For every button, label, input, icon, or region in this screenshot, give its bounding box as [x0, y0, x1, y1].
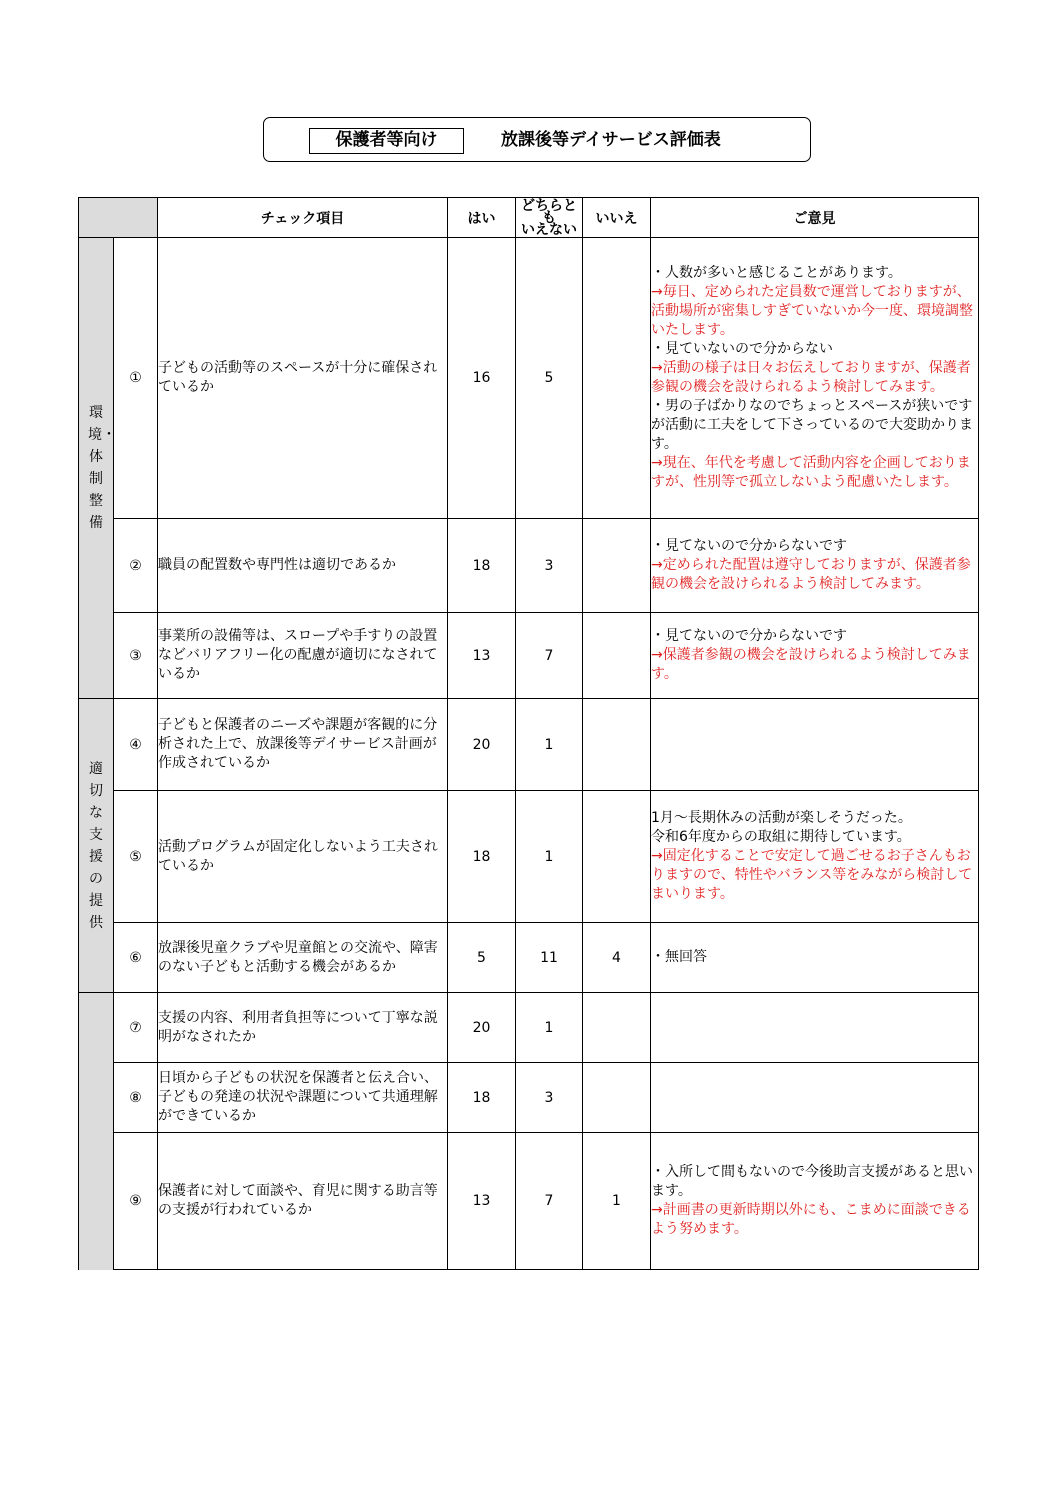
no-count: [583, 613, 651, 699]
table-row: [79, 1133, 979, 1270]
neither-count: 7: [516, 1133, 583, 1270]
table-row: [79, 791, 979, 923]
opinion-text: 1月～長期休みの活動が楽しそうだった。: [651, 810, 912, 826]
no-count: 4: [583, 923, 651, 993]
column-header-no: いいえ: [583, 198, 651, 238]
table-row: [79, 923, 979, 993]
check-item-text: 子どもの活動等のスペースが十分に確保されているか: [158, 238, 448, 519]
neither-count: 1: [516, 699, 583, 791]
item-number: ⑤: [114, 791, 158, 923]
column-header-check: チェック項目: [158, 198, 448, 238]
evaluation-table: [78, 197, 979, 1270]
opinion-cell: [651, 1063, 979, 1133]
header-blank-cell: [79, 198, 158, 238]
check-item-text: 子どもと保護者のニーズや課題が客観的に分析された上で、放課後等デイサービス計画が作成されているか: [158, 699, 448, 791]
response-text: →活動の様子は日々お伝えしておりますが、保護者参観の機会を設けられるよう検討してみます。: [651, 360, 971, 395]
title-box: [263, 117, 811, 162]
opinion-text: ・無回答: [651, 949, 707, 965]
yes-count: 13: [448, 613, 516, 699]
no-count: [583, 791, 651, 923]
no-count: 1: [583, 1133, 651, 1270]
check-item-text: 活動プログラムが固定化しないよう工夫されているか: [158, 791, 448, 923]
item-number: ⑥: [114, 923, 158, 993]
opinion-text: ・男の子ばかりなのでちょっとスペースが狭いですが活動に工夫をして下さっているので大変助かります。: [651, 398, 973, 452]
yes-count: 5: [448, 923, 516, 993]
yes-count: 13: [448, 1133, 516, 1270]
response-text: →計画書の更新時期以外にも、こまめに面談できるよう努めます。: [651, 1202, 971, 1237]
page-title: 放課後等デイサービス評価表: [501, 130, 721, 150]
table-row: [79, 519, 979, 613]
category-label: 適切な支援の提供: [89, 760, 103, 931]
no-count: [583, 519, 651, 613]
no-count: [583, 993, 651, 1063]
table-row: [79, 238, 979, 519]
check-item-text: 保護者に対して面談や、育児に関する助言等の支援が行われているか: [158, 1133, 448, 1270]
item-number: ①: [114, 238, 158, 519]
table-row: [79, 699, 979, 791]
response-text: →毎日、定められた定員数で運営しておりますが、活動場所が密集しすぎていないか今一度、環境調整いたします。: [651, 284, 973, 338]
category-cell: [79, 993, 114, 1270]
audience-tag: 保護者等向け: [309, 128, 464, 154]
opinion-text: ・見ていないので分からない: [651, 341, 833, 357]
opinion-text: ・見てないので分からないです: [651, 538, 847, 554]
no-count: [583, 1063, 651, 1133]
opinion-text: ・見てないので分からないです: [651, 628, 847, 644]
opinion-cell: [651, 519, 979, 613]
column-header-neither: [516, 198, 583, 238]
column-header-opinion: ご意見: [651, 198, 979, 238]
neither-count: 7: [516, 613, 583, 699]
yes-count: 20: [448, 993, 516, 1063]
opinion-cell: [651, 1133, 979, 1270]
category-cell: [79, 238, 114, 699]
response-text: →現在、年代を考慮して活動内容を企画しておりますが、性別等で孤立しないよう配慮いたします。: [651, 455, 971, 490]
neither-count: 3: [516, 519, 583, 613]
opinion-cell: [651, 993, 979, 1063]
neither-count: 1: [516, 993, 583, 1063]
check-item-text: 日頃から子どもの状況を保護者と伝え合い、子どもの発達の状況や課題について共通理解ができているか: [158, 1063, 448, 1133]
category-cell: [79, 699, 114, 993]
header-row: [79, 198, 979, 238]
no-count: [583, 238, 651, 519]
no-count: [583, 699, 651, 791]
neither-count: 5: [516, 238, 583, 519]
item-number: ⑦: [114, 993, 158, 1063]
yes-count: 20: [448, 699, 516, 791]
category-label: 環境・体制整備: [88, 405, 116, 531]
table-row: [79, 993, 979, 1063]
opinion-cell: [651, 791, 979, 923]
neither-count: 3: [516, 1063, 583, 1133]
check-item-text: 職員の配置数や専門性は適切であるか: [158, 519, 448, 613]
check-item-text: 支援の内容、利用者負担等について丁寧な説明がなされたか: [158, 993, 448, 1063]
opinion-cell: [651, 923, 979, 993]
yes-count: 18: [448, 791, 516, 923]
opinion-cell: [651, 699, 979, 791]
item-number: ⑧: [114, 1063, 158, 1133]
table-row: [79, 1063, 979, 1133]
opinion-text: ・人数が多いと感じることがあります。: [651, 265, 902, 281]
opinion-cell: [651, 613, 979, 699]
check-item-text: 放課後児童クラブや児童館との交流や、障害のない子どもと活動する機会があるか: [158, 923, 448, 993]
check-item-text: 事業所の設備等は、スロープや手すりの設置などバリアフリー化の配慮が適切になされているか: [158, 613, 448, 699]
yes-count: 18: [448, 519, 516, 613]
neither-count: 11: [516, 923, 583, 993]
item-number: ③: [114, 613, 158, 699]
item-number: ②: [114, 519, 158, 613]
item-number: ⑨: [114, 1133, 158, 1270]
neither-count: 1: [516, 791, 583, 923]
response-text: →定められた配置は遵守しておりますが、保護者参観の機会を設けられるよう検討してみます。: [651, 557, 971, 592]
opinion-cell: [651, 238, 979, 519]
opinion-text: ・入所して間もないので今後助言支援があると思います。: [651, 1164, 973, 1199]
yes-count: 18: [448, 1063, 516, 1133]
response-text: →保護者参観の機会を設けられるよう検討してみます。: [651, 647, 971, 682]
table-row: [79, 613, 979, 699]
response-text: →固定化することで安定して過ごせるお子さんもおりますので、特性やバランス等をみながら検討してまいります。: [651, 848, 973, 902]
column-header-yes: はい: [448, 198, 516, 238]
column-header-neither-text: どちらとも いえない: [521, 197, 577, 238]
item-number: ④: [114, 699, 158, 791]
yes-count: 16: [448, 238, 516, 519]
opinion-text: 令和6年度からの取組に期待しています。: [651, 829, 911, 845]
